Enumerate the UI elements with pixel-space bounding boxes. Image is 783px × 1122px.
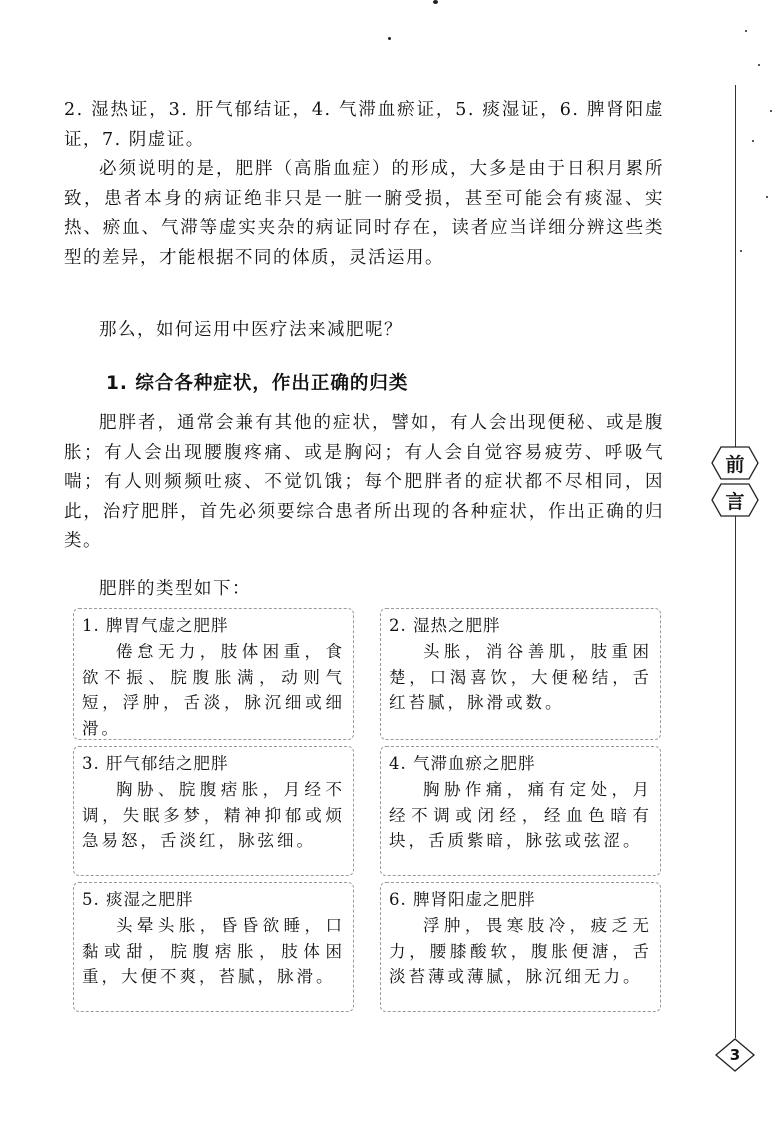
type-title: 2. 湿热之肥胖	[389, 616, 501, 635]
type-box-4	[380, 746, 661, 876]
type-title: 5. 痰湿之肥胖	[82, 890, 194, 909]
type-title: 1. 脾胃气虚之肥胖	[82, 616, 229, 635]
margin-rule	[735, 85, 736, 450]
scan-speck	[388, 37, 391, 40]
side-tab-char: 言	[725, 490, 745, 513]
type-title: 4. 气滞血瘀之肥胖	[389, 754, 536, 773]
type-text: 倦怠无力，肢体困重，食欲不振、脘腹胀满，动则气短，浮肿，舌淡，脉沉细或细滑。	[82, 642, 345, 738]
page-number-badge	[715, 1038, 755, 1072]
page-number: 3	[729, 1046, 741, 1064]
scan-speck	[740, 250, 742, 252]
scan-speck	[770, 110, 772, 112]
type-box-2	[380, 608, 661, 740]
intro-paragraph-2: 必须说明的是，肥胖（高脂血症）的形成，大多是由于日积月累所致，患者本身的病证绝非只是一脏一腑受损，甚至可能会有痰湿、实热、瘀血、气滞等虚实夹杂的病证同时存在，读者应当详细分辨这些类型的差异，才能根据不同的体质，灵活运用。	[64, 159, 664, 268]
side-tab-char: 前	[725, 453, 745, 476]
scan-speck	[745, 30, 747, 32]
type-box-5	[73, 882, 354, 1012]
side-tab-badge-1	[711, 446, 759, 480]
type-title: 3. 肝气郁结之肥胖	[82, 754, 229, 773]
type-text: 头胀，消谷善肌，肢重困楚，口渴喜饮，大便秘结，舌红苔腻，脉滑或数。	[389, 642, 652, 712]
scan-speck	[433, 0, 438, 4]
side-tab-badge-2	[711, 483, 759, 517]
type-box-3	[73, 746, 354, 876]
section-heading: 1. 综合各种症状，作出正确的归类	[106, 373, 409, 394]
type-box-6	[380, 882, 661, 1012]
type-text: 浮肿，畏寒肢冷，疲乏无力，腰膝酸软，腹胀便溏，舌淡苔薄或薄腻，脉沉细无力。	[389, 916, 652, 986]
scan-speck	[766, 196, 768, 198]
scan-speck	[758, 64, 760, 66]
intro-paragraph-1: 2. 湿热证，3. 肝气郁结证，4. 气滞血瘀证，5. 痰湿证，6. 脾肾阳虚证，7. 阴虚证。	[64, 100, 664, 150]
type-text: 胸胁、脘腹痞胀，月经不调，失眠多梦，精神抑郁或烦急易怒，舌淡红，脉弦细。	[82, 780, 345, 850]
scan-speck	[752, 140, 754, 142]
type-text: 胸胁作痛，痛有定处，月经不调或闭经，经血色暗有块，舌质紫暗，脉弦或弦涩。	[389, 780, 652, 850]
type-text: 头晕头胀，昏昏欲睡，口黏或甜，脘腹痞胀，肢体困重，大便不爽，苔腻，脉滑。	[82, 916, 345, 986]
type-box-1	[73, 608, 354, 740]
margin-rule	[735, 513, 736, 1038]
question-line: 那么，如何运用中医疗法来减肥呢？	[99, 320, 403, 340]
types-intro: 肥胖的类型如下：	[99, 579, 251, 599]
type-title: 6. 脾肾阳虚之肥胖	[389, 890, 536, 909]
body-paragraph: 肥胖者，通常会兼有其他的症状，譬如，有人会出现便秘、或是腹胀；有人会出现腰腹疼痛、或是胸闷；有人会自觉容易疲劳、呼吸气喘；有人则频频吐痰、不觉饥饿；每个肥胖者的症状都不尽相同，因此，治疗肥胖，首先必须要综合患者所出现的各种症状，作出正确的归类。	[64, 413, 664, 551]
